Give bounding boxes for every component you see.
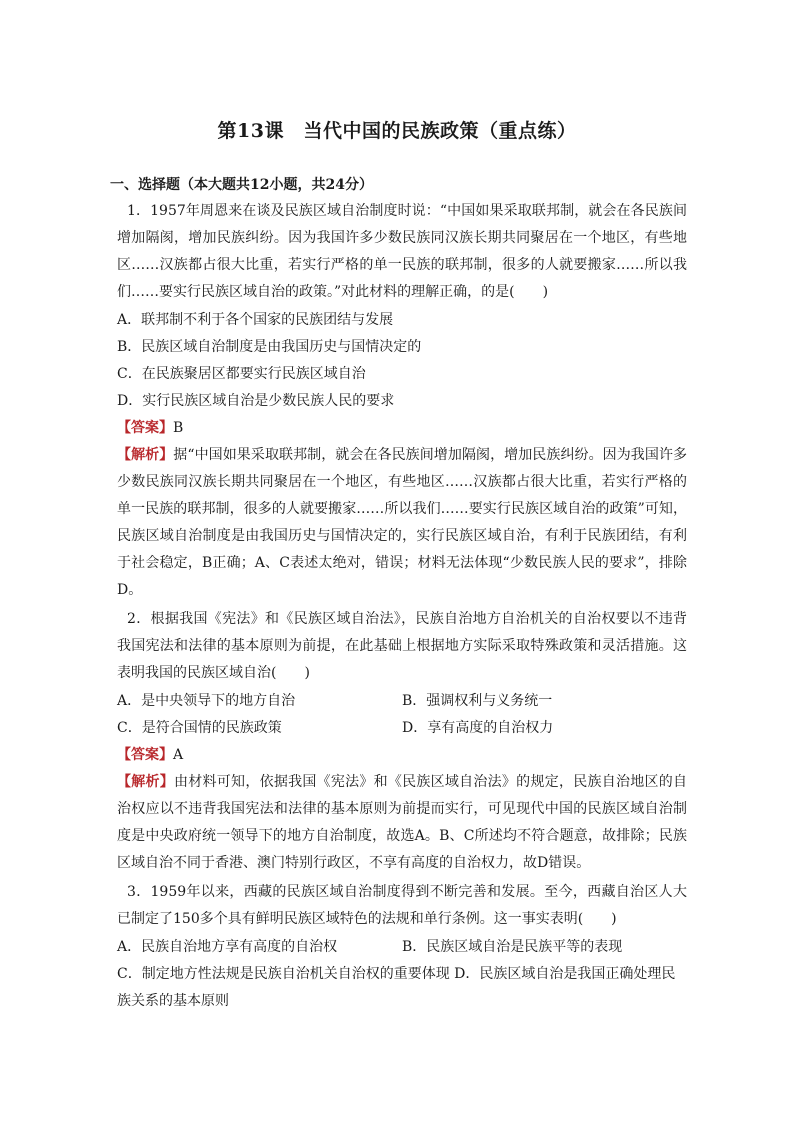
analysis-tag: 【解析】 (117, 447, 174, 463)
answer-value: A (173, 747, 184, 763)
question-3-options-row-1 (117, 934, 687, 961)
question-2-options-row-2 (117, 715, 687, 742)
answer-tag: 【答案】 (117, 420, 173, 436)
question-2-option-c: C．是符合国情的民族政策 (117, 720, 282, 736)
question-2-option-d: D．享有高度的自治权力 (402, 720, 554, 736)
analysis-tag: 【解析】 (117, 774, 175, 790)
question-2-answer (117, 742, 687, 769)
question-2-stem: 2．根据我国《宪法》和《民族区域自治法》，民族自治地方自治机关的自治权要以不违背我国宪法和法律的基本原则为前提，在此基础上根据地方实际采取特殊政策和灵活措施。这表明我国的民族区域自治( ) (117, 611, 687, 681)
question-1-option-a: A．联邦制不利于各个国家的民族团结与发展 (117, 312, 394, 328)
question-3-option-b: B．民族区域自治是民族平等的表现 (402, 939, 623, 955)
analysis-text: 由材料可知，依据我国《宪法》和《民族区域自治法》的规定，民族自治地区的自治权应以不违背我国宪法和法律的基本原则为前提而实行，可见现代中国的民族区域自治制度是中央政府统一领导下的地方自治制度，故选A。B、C所述均不符合题意，故排除；民族区域自治不同于香港、澳门特别行政区，不享有高度的自治权力，故D错误。 (117, 774, 688, 871)
analysis-text: 据“中国如果采取联邦制，就会在各民族间增加隔阂，增加民族纠纷。因为我国许多少数民族同汉族长期共同聚居在一个地区，有些地区……汉族都占很大比重，若实行严格的单一民族的联邦制，很多的人就要搬家……所以我们……要实行民族区域自治的政策”可知，民族区域自治制度是由我国历史与国情决定的，实行民族区域自治，有利于民族团结，有利于社会稳定，B正确；A、C表述太绝对，错误；材料无法体现“少数民族人民的要求”，排除D。 (117, 447, 688, 598)
question-1-option-c: C．在民族聚居区都要实行民族区域自治 (117, 366, 366, 382)
answer-tag: 【答案】 (117, 747, 173, 763)
answer-value: B (173, 420, 184, 436)
section-heading: 一、选择题（本大题共12小题，共24分） (110, 177, 373, 193)
question-list (117, 198, 687, 1017)
question-3 (117, 879, 687, 1015)
question-3-options-cd: C．制定地方性法规是民族自治机关自治权的重要体现 D．民族区域自治是我国正确处理民族关系的基本原则 (117, 966, 676, 1009)
question-2-option-b: B．强调权利与义务统一 (402, 693, 553, 709)
question-1-option-d: D．实行民族区域自治是少数民族人民的要求 (117, 393, 395, 409)
question-3-option-a: A．民族自治地方享有高度的自治权 (117, 939, 338, 955)
question-1 (117, 198, 687, 604)
question-1-answer (117, 415, 687, 442)
question-2-analysis (117, 769, 687, 877)
question-2-options-row-1 (117, 688, 687, 715)
question-1-analysis (117, 442, 687, 604)
question-1-stem: 1．1957年周恩来在谈及民族区域自治制度时说：“中国如果采取联邦制，就会在各民族间增加隔阂，增加民族纠纷。因为我国许多少数民族同汉族长期共同聚居在一个地区，有些地区……汉族都占很大比重，若实行严格的单一民族的联邦制，很多的人就要搬家……所以我们……要实行民族区域自治的政策。”对此材料的理解正确，的是( ) (117, 203, 687, 300)
page-title: 第13课 当代中国的民族政策（重点练） (217, 120, 577, 142)
question-2-option-a: A．是中央领导下的地方自治 (117, 693, 296, 709)
question-2 (117, 606, 687, 877)
question-3-stem: 3．1959年以来，西藏的民族区域自治制度得到不断完善和发展。至今，西藏自治区人大已制定了150多个具有鲜明民族区域特色的法规和单行条例。这一事实表明( ) (117, 884, 687, 927)
question-1-option-b: B．民族区域自治制度是由我国历史与国情决定的 (117, 339, 422, 355)
